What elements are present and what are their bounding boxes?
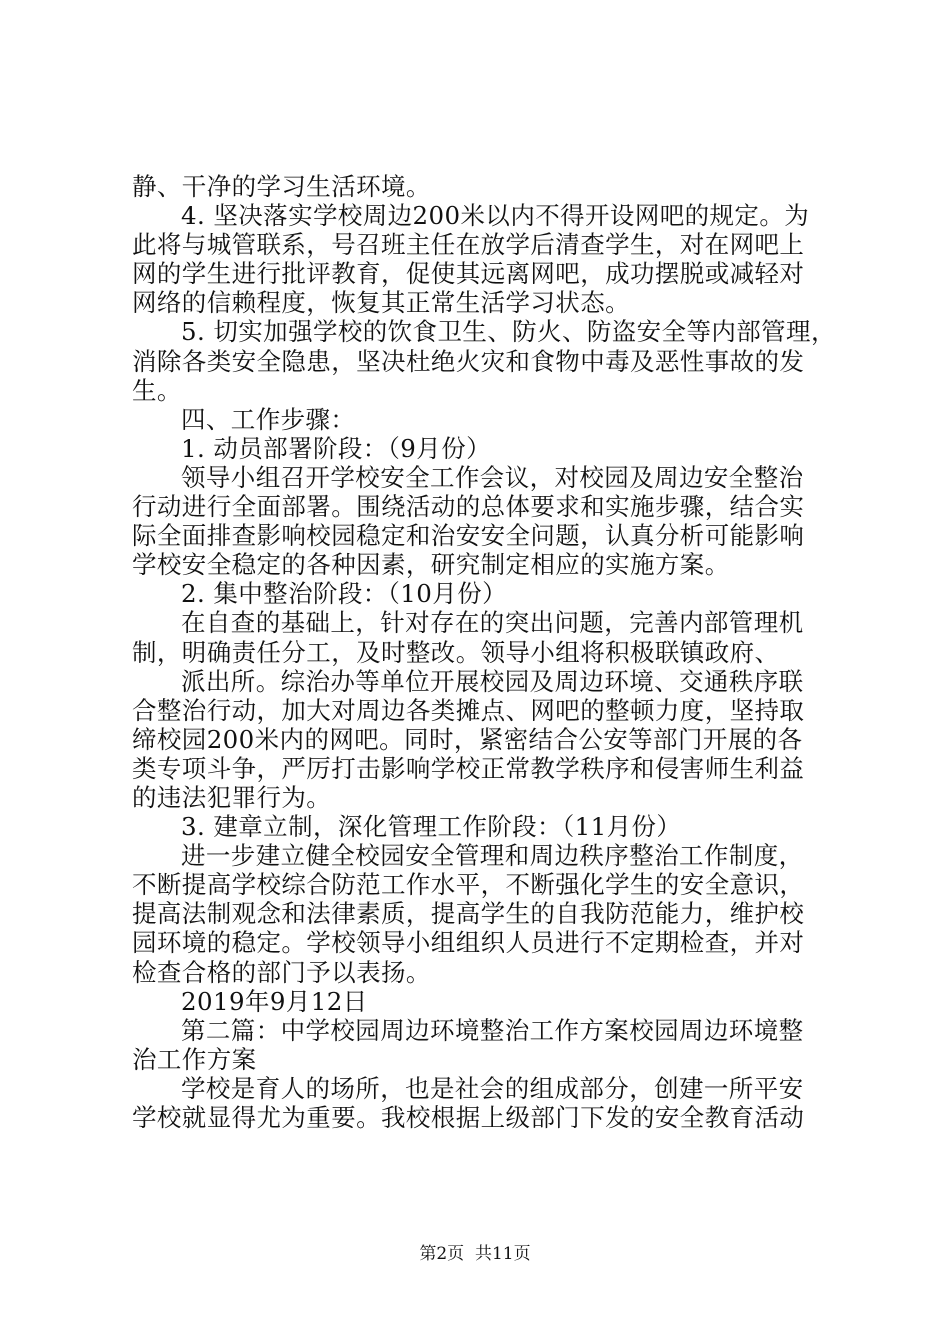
text-line: 学校是育人的场所，也是社会的组成部分，创建一所平安 — [181, 1073, 804, 1103]
text-line: 领导小组召开学校安全工作会议，对校园及周边安全整治 — [181, 462, 804, 492]
text-line: 进一步建立健全校园安全管理和周边秩序整治工作制度， — [181, 841, 804, 871]
text-line: 4. 坚决落实学校周边200米以内不得开设网吧的规定。为 — [181, 201, 810, 231]
text-line: 检查合格的部门予以表扬。 — [132, 957, 431, 987]
document-body — [132, 172, 842, 1132]
text-line: 网的学生进行批评教育，促使其远离网吧，成功摆脱或减轻对 — [132, 259, 805, 289]
text-line: 5. 切实加强学校的饮食卫生、防火、防盗安全等内部管理， — [181, 317, 836, 347]
text-line: 治工作方案 — [132, 1044, 257, 1074]
text-line: 园环境的稳定。学校领导小组组织人员进行不定期检查，并对 — [132, 928, 805, 958]
text-line: 第二篇：中学校园周边环境整治工作方案校园周边环境整 — [181, 1015, 804, 1045]
text-line: 3. 建章立制，深化管理工作阶段：（11月份） — [181, 812, 682, 842]
text-line: 生。 — [132, 375, 182, 405]
text-line: 2. 集中整治阶段：（10月份） — [181, 579, 507, 609]
text-line: 类专项斗争，严厉打击影响学校正常教学秩序和侵害师生利益 — [132, 753, 805, 783]
text-line: 提高法制观念和法律素质，提高学生的自我防范能力，维护校 — [132, 899, 805, 929]
text-line: 缔校园200米内的网吧。同时，紧密结合公安等部门开展的各 — [132, 724, 803, 754]
text-line: 静、干净的学习生活环境。 — [132, 172, 431, 201]
text-line: 四、工作步骤： — [181, 404, 356, 434]
text-line: 不断提高学校综合防范工作水平，不断强化学生的安全意识， — [132, 870, 805, 900]
text-line: 网络的信赖程度，恢复其正常生活学习状态。 — [132, 288, 630, 318]
text-line: 2019年9月12日 — [181, 986, 368, 1016]
text-line: 际全面排查影响校园稳定和治安安全问题，认真分析可能影响 — [132, 521, 805, 551]
text-line: 派出所。综治办等单位开展校园及周边环境、交通秩序联 — [181, 666, 804, 696]
text-line: 消除各类安全隐患，坚决杜绝火灾和食物中毒及恶性事故的发 — [132, 346, 805, 376]
text-line: 制，明确责任分工，及时整改。领导小组将积极联镇政府、 — [132, 637, 780, 667]
text-line: 学校安全稳定的各种因素，研究制定相应的实施方案。 — [132, 550, 730, 580]
text-line: 合整治行动，加大对周边各类摊点、网吧的整顿力度，坚持取 — [132, 695, 805, 725]
page-footer — [0, 1244, 950, 1264]
text-line: 此将与城管联系，号召班主任在放学后清查学生，对在网吧上 — [132, 230, 805, 260]
text-line: 在自查的基础上，针对存在的突出问题，完善内部管理机 — [181, 608, 804, 638]
text-line: 学校就显得尤为重要。我校根据上级部门下发的安全教育活动 — [132, 1103, 805, 1132]
text-line: 的违法犯罪行为。 — [132, 782, 332, 812]
text-line: 行动进行全面部署。围绕活动的总体要求和实施步骤，结合实 — [132, 492, 805, 522]
text-line: 1. 动员部署阶段：（9月份） — [181, 433, 491, 463]
page-number: 第2页 共11页 — [419, 1244, 531, 1264]
